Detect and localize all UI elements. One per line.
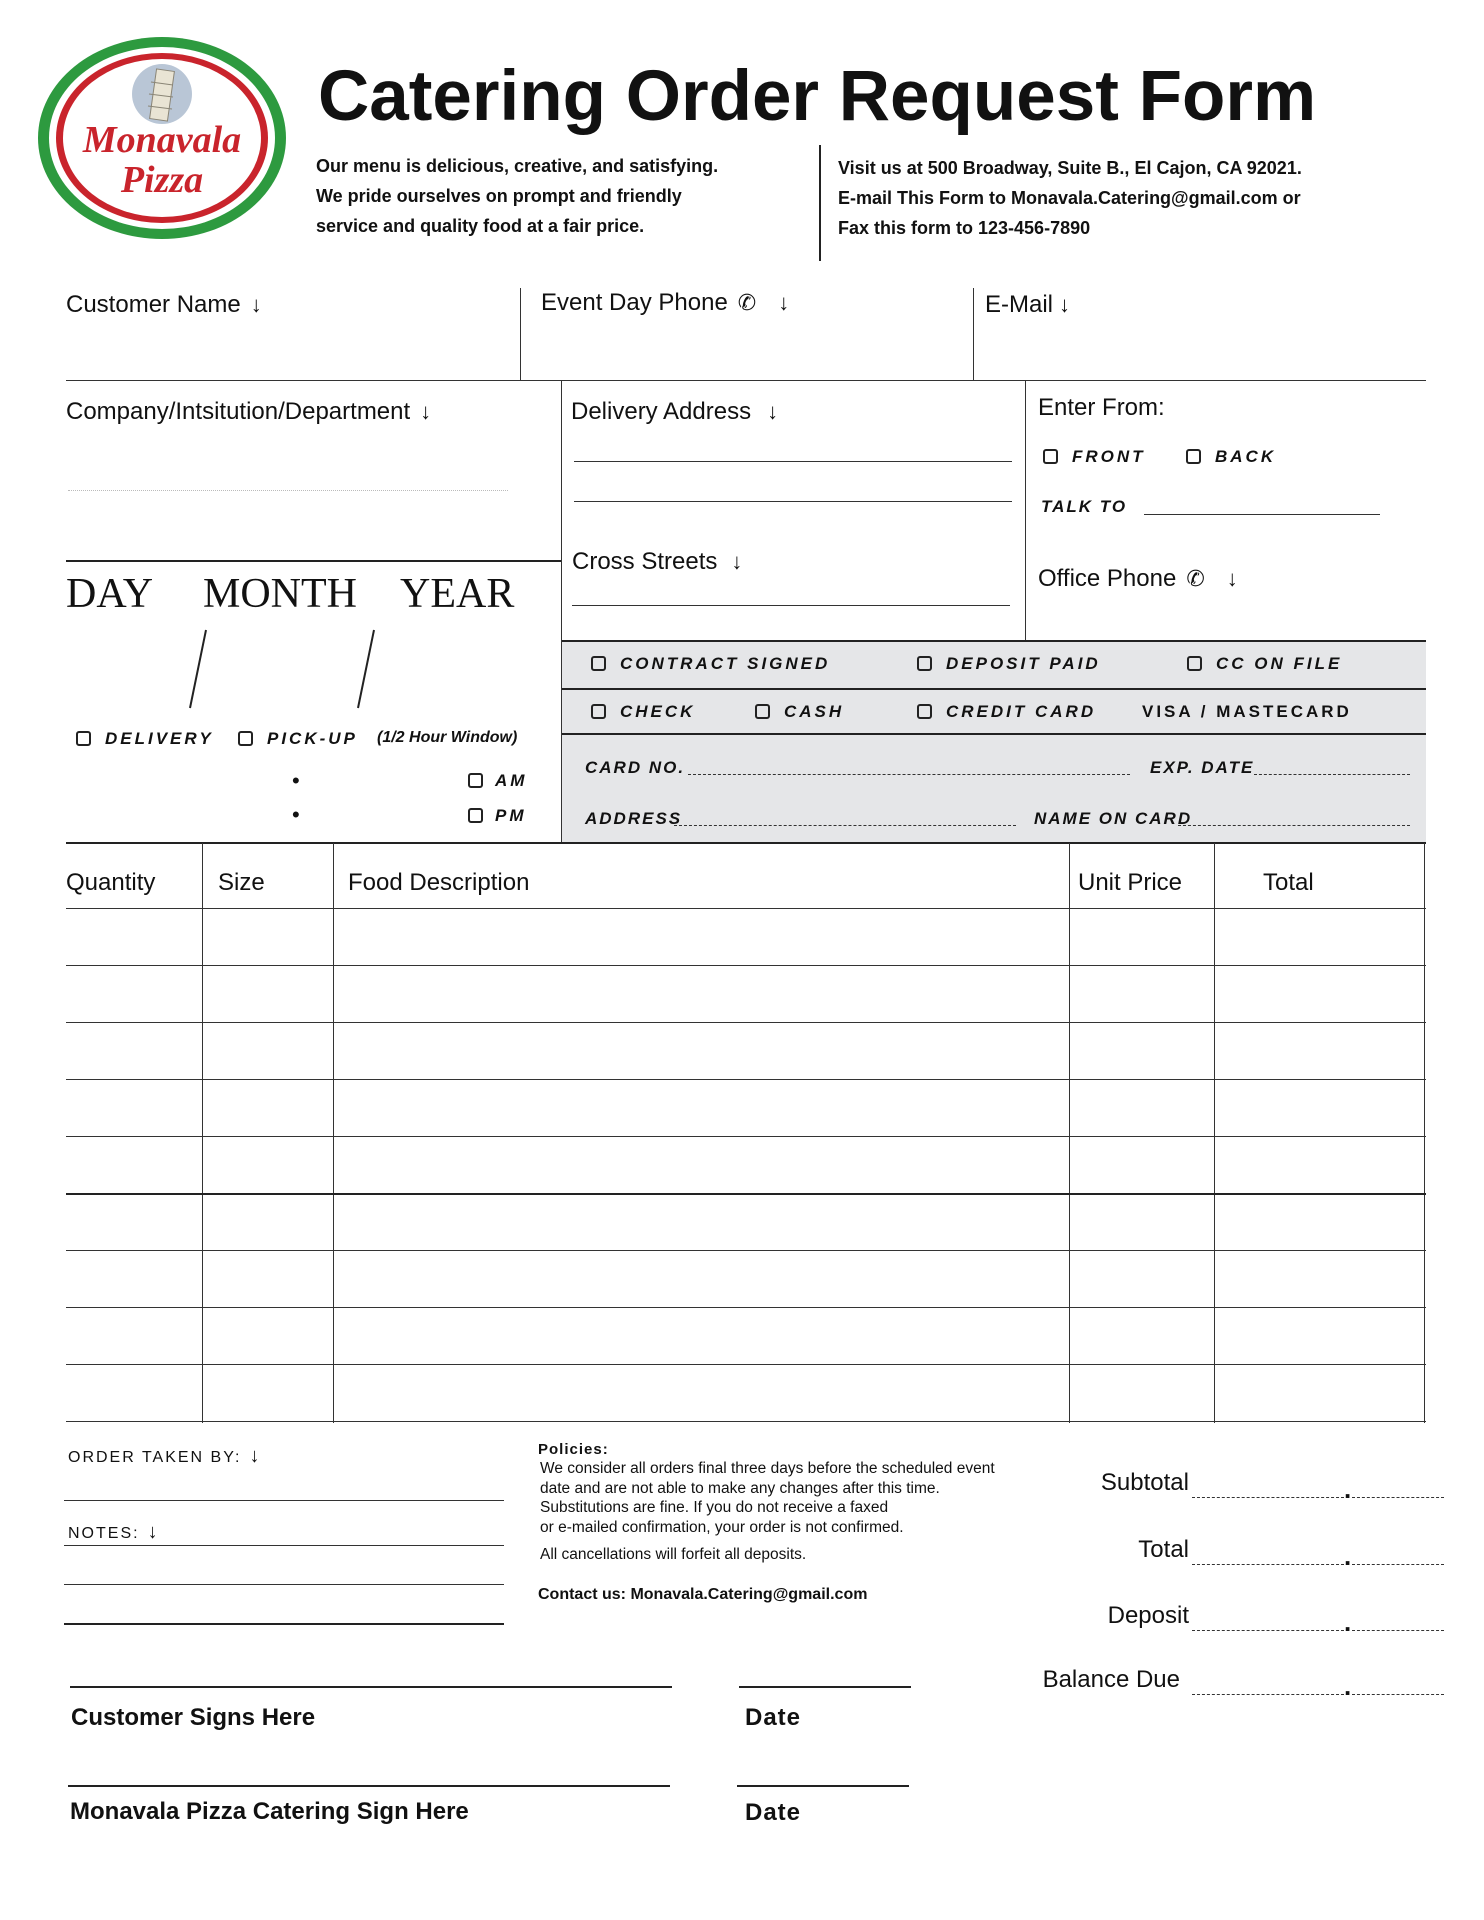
name-on-card-label: NAME ON CARD — [1034, 809, 1193, 828]
cross-streets-line — [572, 605, 1010, 606]
address-line — [574, 461, 1012, 462]
year-label: YEAR — [400, 571, 515, 617]
arrow-down-icon: ↓ — [420, 399, 432, 424]
logo — [34, 32, 290, 244]
divider — [1025, 380, 1026, 640]
delivery-address-field[interactable]: Delivery Address ↓ — [571, 398, 779, 425]
credit-card-option[interactable]: CREDIT CARD — [917, 702, 1096, 722]
arrow-down-icon: ↓ — [1226, 566, 1238, 591]
office-phone-field[interactable]: Office Phone ✆ ↓ — [1038, 565, 1238, 592]
customer-sign-label: Customer Signs Here — [71, 1704, 316, 1731]
header-divider — [819, 145, 821, 261]
arrow-down-icon: ↓ — [249, 1445, 262, 1467]
column-divider — [1069, 843, 1070, 1423]
checkbox[interactable] — [1187, 656, 1202, 671]
email-field[interactable]: E-Mail ↓ — [985, 291, 1071, 318]
subtotal-input[interactable] — [1192, 1497, 1344, 1498]
row-divider — [562, 733, 1426, 735]
event-phone-field[interactable]: Event Day Phone ✆ ↓ — [541, 289, 790, 316]
checkbox[interactable] — [591, 704, 606, 719]
day-label: DAY — [66, 571, 154, 617]
arrow-down-icon: ↓ — [778, 290, 790, 315]
am-option[interactable]: AM — [468, 771, 527, 791]
arrow-down-icon: ↓ — [731, 549, 743, 574]
header-food-description: Food Description — [348, 869, 530, 896]
checkbox[interactable] — [468, 808, 483, 823]
checkbox[interactable] — [591, 656, 606, 671]
deposit-label: Deposit — [1107, 1602, 1189, 1629]
decimal-dot: . — [1344, 1671, 1352, 1701]
contract-signed-option[interactable]: CONTRACT SIGNED — [591, 654, 830, 674]
notes-line — [64, 1545, 504, 1546]
checkbox[interactable] — [755, 704, 770, 719]
delivery-option[interactable]: DELIVERY — [76, 729, 214, 749]
table-row[interactable] — [66, 908, 1426, 909]
table-row[interactable] — [66, 1193, 1426, 1195]
customer-name-field[interactable]: Customer Name ↓ — [66, 291, 262, 318]
row-divider — [562, 688, 1426, 690]
table-row[interactable] — [66, 1364, 1426, 1365]
table-row[interactable] — [66, 1136, 1426, 1137]
cc-on-file-option[interactable]: CC ON FILE — [1187, 654, 1342, 674]
window-note: (1/2 Hour Window) — [377, 729, 518, 746]
column-divider — [1424, 843, 1425, 1423]
deposit-input[interactable] — [1192, 1630, 1344, 1631]
month-label: MONTH — [203, 571, 357, 617]
column-divider — [202, 843, 203, 1423]
phone-icon: ✆ — [1186, 566, 1205, 591]
total-label: Total — [1138, 1536, 1189, 1563]
customer-signature-line[interactable] — [70, 1686, 672, 1688]
decimal-dot: . — [1344, 1541, 1352, 1571]
total-cents-input[interactable] — [1352, 1564, 1444, 1565]
company-field[interactable]: Company/Intsitution/Department ↓ — [66, 398, 432, 425]
subtotal-label: Subtotal — [1100, 1469, 1189, 1496]
exp-date-input[interactable] — [1254, 774, 1410, 775]
date-separators — [180, 628, 380, 712]
checkbox[interactable] — [1186, 449, 1201, 464]
notes-line — [64, 1623, 504, 1625]
table-row[interactable] — [66, 1250, 1426, 1251]
checkbox[interactable] — [468, 773, 483, 788]
logo-text-2: Pizza — [120, 159, 204, 201]
card-no-label: CARD NO. — [585, 758, 686, 777]
name-on-card-input[interactable] — [1178, 825, 1410, 826]
total-input[interactable] — [1192, 1564, 1344, 1565]
subtotal-cents-input[interactable] — [1352, 1497, 1444, 1498]
arrow-down-icon: ↓ — [250, 292, 262, 317]
checkbox[interactable] — [917, 704, 932, 719]
visa-label: VISA / MASTECARD — [1142, 702, 1352, 721]
address-line — [574, 501, 1012, 502]
checkbox[interactable] — [917, 656, 932, 671]
header-size: Size — [218, 869, 265, 896]
divider — [520, 288, 521, 380]
phone-icon: ✆ — [737, 290, 757, 315]
talk-to-input[interactable] — [1144, 514, 1380, 515]
address-input[interactable] — [674, 825, 1016, 826]
catering-sign-label: Monavala Pizza Catering Sign Here — [70, 1798, 469, 1825]
order-taken-line — [64, 1500, 504, 1501]
arrow-down-icon: ↓ — [1059, 292, 1071, 317]
catering-signature-line[interactable] — [68, 1785, 670, 1787]
column-divider — [1214, 843, 1215, 1423]
date-label-1: Date — [745, 1704, 802, 1731]
decimal-dot: . — [1344, 1607, 1352, 1637]
pickup-option[interactable]: PICK-UP — [238, 729, 358, 749]
catering-date-line[interactable] — [737, 1785, 909, 1787]
cash-option[interactable]: CASH — [755, 702, 844, 722]
balance-due-cents-input[interactable] — [1352, 1694, 1444, 1695]
order-taken-field[interactable]: ORDER TAKEN BY: ↓ — [68, 1445, 262, 1467]
decimal-dot: . — [1344, 1474, 1352, 1504]
header-unit-price: Unit Price — [1078, 869, 1183, 896]
table-row[interactable] — [66, 965, 1426, 966]
arrow-down-icon: ↓ — [147, 1521, 160, 1543]
card-no-input[interactable] — [688, 774, 1130, 775]
row-divider — [66, 380, 1426, 381]
cancellations-text: All cancellations will forfeit all deposits. — [540, 1546, 807, 1563]
row-divider — [562, 640, 1426, 642]
policies-text: We consider all orders final three days before the scheduled event date and are not able to make any changes after this time. Substitutions are fine. If you do not receive a faxed or e-mailed confirmation, your order is not confirmed. — [540, 1460, 995, 1536]
pm-option[interactable]: PM — [468, 806, 527, 826]
divider — [973, 288, 974, 380]
policies-title: Policies: — [538, 1441, 609, 1458]
checkbox[interactable] — [238, 731, 253, 746]
deposit-cents-input[interactable] — [1352, 1630, 1444, 1631]
page-title: Catering Order Request Form — [318, 57, 1317, 136]
logo-text-1: Monavala — [82, 119, 242, 161]
bullet: • — [292, 802, 300, 827]
table-row[interactable] — [66, 1079, 1426, 1080]
back-option[interactable]: BACK — [1186, 447, 1276, 467]
customer-date-line[interactable] — [739, 1686, 911, 1688]
balance-due-input[interactable] — [1192, 1694, 1344, 1695]
exp-date-label: EXP. DATE — [1150, 758, 1255, 777]
checkbox[interactable] — [76, 731, 91, 746]
table-row[interactable] — [66, 1022, 1426, 1023]
row-divider — [66, 560, 562, 562]
intro-text: Our menu is delicious, creative, and satisfying. We pride ourselves on prompt and friendly service and quality food at a fair price. — [316, 156, 719, 236]
enter-from-label: Enter From: — [1038, 394, 1165, 421]
order-table — [66, 843, 1426, 1423]
talk-to-label: TALK TO — [1041, 497, 1128, 516]
contact-us-text: Contact us: Monavala.Catering@gmail.com — [538, 1586, 868, 1603]
checkbox[interactable] — [1043, 449, 1058, 464]
address-label: ADDRESS — [585, 809, 683, 828]
header-quantity: Quantity — [66, 869, 156, 896]
date-label-2: Date — [745, 1799, 802, 1826]
bullet: • — [292, 768, 300, 793]
balance-due-label: Balance Due — [1042, 1666, 1180, 1693]
company-line — [68, 490, 508, 491]
front-option[interactable]: FRONT — [1043, 447, 1146, 467]
table-row[interactable] — [66, 1307, 1426, 1308]
deposit-paid-option[interactable]: DEPOSIT PAID — [917, 654, 1101, 674]
contact-text: Visit us at 500 Broadway, Suite B., El Cajon, CA 92021. E-mail This Form to Monavala.Catering@gmail.com or Fax this form to 123-456-7890 — [838, 158, 1302, 238]
check-option[interactable]: CHECK — [591, 702, 695, 722]
cross-streets-field[interactable]: Cross Streets ↓ — [572, 548, 743, 575]
column-divider — [333, 843, 334, 1423]
notes-line — [64, 1584, 504, 1585]
header-total: Total — [1263, 869, 1314, 896]
notes-field[interactable]: NOTES: ↓ — [68, 1521, 160, 1543]
arrow-down-icon: ↓ — [767, 399, 779, 424]
table-row[interactable] — [66, 1421, 1426, 1422]
